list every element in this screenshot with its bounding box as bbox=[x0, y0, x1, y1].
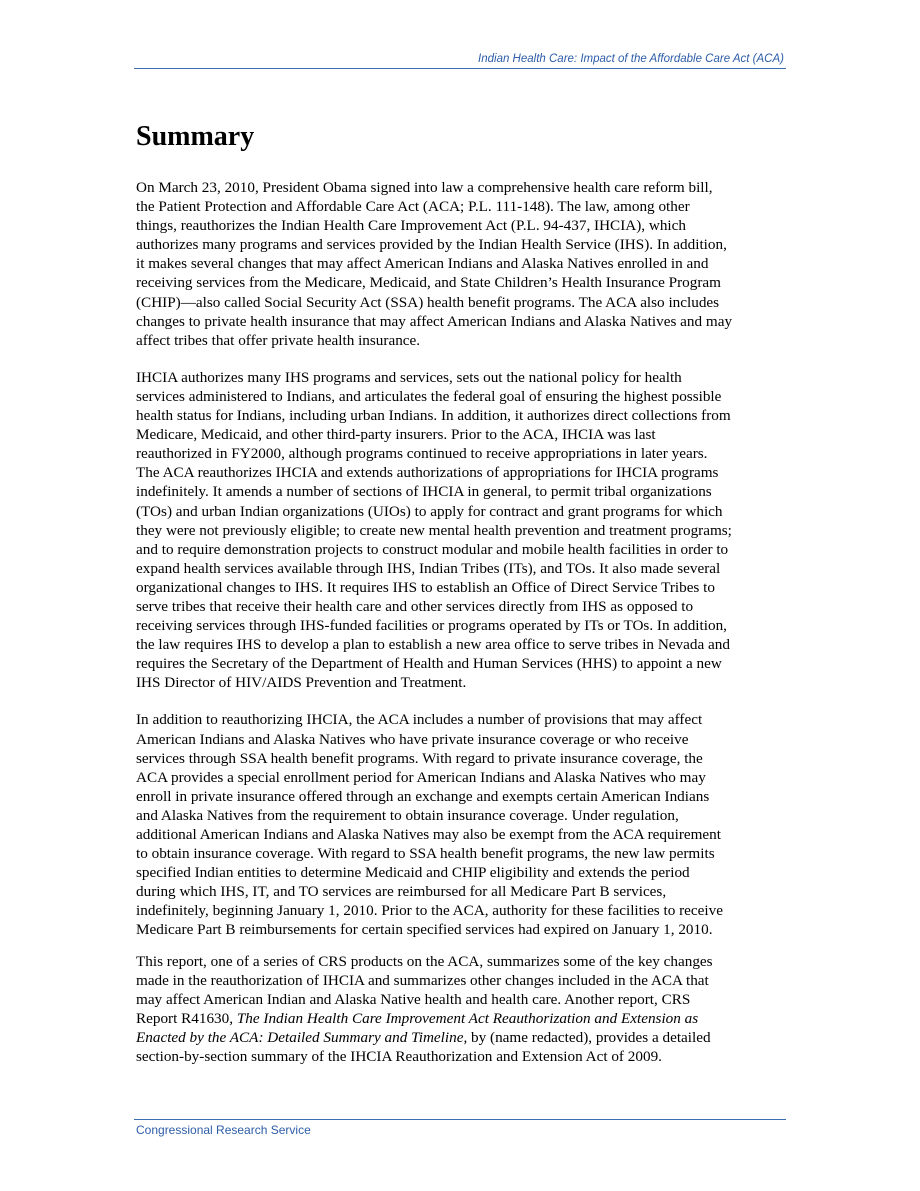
paragraph-4 bbox=[136, 952, 790, 1067]
report-title-part-2: Enacted by the ACA: Detailed Summary and Timeline bbox=[136, 1028, 464, 1046]
paragraph-line: they were not previously eligible; to create new mental health prevention and treatment programs; bbox=[136, 521, 732, 539]
paragraph-line: health status for Indians, including urban Indians. In addition, it authorizes direct collections from bbox=[136, 407, 731, 425]
paragraph-line: indefinitely. It amends a number of sections of IHCIA in general, to permit tribal organizations bbox=[136, 483, 712, 501]
report-prefix: Report R41630, bbox=[136, 1009, 237, 1027]
paragraph-line: Medicare, Medicaid, and other third-party insurers. Prior to the ACA, IHCIA was last bbox=[136, 426, 656, 444]
paragraph-line: serve tribes that receive their health care and other services directly from IHS as opposed to bbox=[136, 597, 694, 615]
report-suffix: , by (name redacted), provides a detailed bbox=[463, 1028, 711, 1046]
paragraph-line: The ACA reauthorizes IHCIA and extends authorizations of appropriations for IHCIA programs bbox=[136, 464, 719, 482]
paragraph-line: and to require demonstration projects to construct modular and mobile health facilities in order to bbox=[136, 540, 729, 558]
paragraph-line: ACA provides a special enrollment period for American Indians and Alaska Natives who may bbox=[136, 768, 706, 786]
paragraph-line: organizational changes to IHS. It requires IHS to establish an Office of Direct Service Tribes to bbox=[136, 578, 715, 596]
paragraph-line: requires the Secretary of the Department of Health and Human Services (HHS) to appoint a new bbox=[136, 655, 722, 673]
paragraph-line: the law requires IHS to develop a plan to establish a new area office to serve tribes in Nevada and bbox=[136, 636, 730, 654]
paragraph-line: American Indians and Alaska Natives who have private insurance coverage or who receive bbox=[136, 730, 689, 748]
paragraph-line: affect tribes that offer private health insurance. bbox=[136, 331, 421, 349]
paragraph-3 bbox=[136, 710, 790, 939]
paragraph-line: section-by-section summary of the IHCIA Reauthorization and Extension Act of 2009. bbox=[136, 1048, 662, 1066]
summary-body bbox=[136, 178, 790, 1066]
paragraph-line: On March 23, 2010, President Obama signed into law a comprehensive health care reform bill, bbox=[136, 179, 713, 196]
paragraph-line: Medicare Part B reimbursements for certain specified services had expired on January 1, 2010. bbox=[136, 921, 713, 939]
paragraph-line: things, reauthorizes the Indian Health Care Improvement Act (P.L. 94-437, IHCIA), which bbox=[136, 217, 686, 235]
paragraph-line: services through SSA health benefit programs. With regard to private insurance coverage, the bbox=[136, 749, 703, 767]
paragraph-2 bbox=[136, 368, 790, 693]
paragraph-line: reauthorized in FY2000, although programs continued to receive appropriations in later years. bbox=[136, 445, 708, 463]
paragraph-line: enroll in private insurance offered through an exchange and exempts certain American Indians bbox=[136, 787, 710, 805]
paragraph-line bbox=[136, 1028, 790, 1047]
running-header bbox=[134, 50, 786, 69]
paragraph-line: authorizes many programs and services provided by the Indian Health Service (IHS). In addition, bbox=[136, 236, 727, 254]
footer-org-name: Congressional Research Service bbox=[136, 1123, 311, 1137]
paragraph-line: made in the reauthorization of IHCIA and summarizes other changes included in the ACA that bbox=[136, 971, 709, 989]
report-title-part-1: The Indian Health Care Improvement Act Reauthorization and Extension as bbox=[236, 1009, 699, 1027]
paragraph-line: (CHIP)—also called Social Security Act (SSA) health benefit programs. The ACA also includes bbox=[136, 293, 720, 311]
paragraph-1 bbox=[136, 178, 790, 350]
paragraph-line: during which IHS, IT, and TO services are reimbursed for all Medicare Part B services, bbox=[136, 883, 667, 901]
paragraph-line: expand health services available through IHS, Indian Tribes (ITs), and TOs. It also made several bbox=[136, 559, 721, 577]
paragraph-line: and Alaska Natives from the requirement to obtain insurance coverage. Under regulation, bbox=[136, 806, 679, 824]
running-header-title: Indian Health Care: Impact of the Affordable Care Act (ACA) bbox=[478, 53, 784, 65]
paragraph-line: indefinitely, beginning January 1, 2010. Prior to the ACA, authority for these facilities to receive bbox=[136, 902, 723, 920]
paragraph-line: specified Indian entities to determine Medicaid and CHIP eligibility and extends the period bbox=[136, 864, 690, 882]
paragraph-line: changes to private health insurance that may affect American Indians and Alaska Natives and may bbox=[136, 312, 733, 330]
paragraph-line: In addition to reauthorizing IHCIA, the ACA includes a number of provisions that may affect bbox=[136, 711, 703, 729]
paragraph-line: it makes several changes that may affect American Indians and Alaska Natives enrolled in and bbox=[136, 255, 709, 273]
section-title: Summary bbox=[136, 121, 255, 152]
paragraph-line bbox=[136, 1009, 790, 1028]
paragraph-line: (TOs) and urban Indian organizations (UIOs) to apply for contract and grant programs for which bbox=[136, 502, 723, 520]
paragraph-line: may affect American Indian and Alaska Native health and health care. Another report, CRS bbox=[136, 990, 691, 1008]
paragraph-line: services administered to Indians, and articulates the federal goal of ensuring the highest possible bbox=[136, 387, 722, 405]
paragraph-line: to obtain insurance coverage. With regard to SSA health benefit programs, the new law permits bbox=[136, 845, 715, 863]
paragraph-line: additional American Indians and Alaska Natives may also be exempt from the ACA requirement bbox=[136, 826, 721, 843]
paragraph-line: This report, one of a series of CRS products on the ACA, summarizes some of the key changes bbox=[136, 952, 713, 970]
paragraph-line: IHS Director of HIV/AIDS Prevention and Treatment. bbox=[136, 674, 467, 692]
paragraph-line: receiving services from the Medicare, Medicaid, and State Children’s Health Insurance Program bbox=[136, 274, 721, 292]
paragraph-line: IHCIA authorizes many IHS programs and services, sets out the national policy for health bbox=[136, 368, 682, 386]
paragraph-line: the Patient Protection and Affordable Care Act (ACA; P.L. 111-148). The law, among other bbox=[136, 198, 690, 216]
paragraph-line: receiving services through IHS-funded facilities or programs operated by ITs or TOs. In addition, bbox=[136, 617, 727, 635]
page-footer bbox=[134, 1119, 786, 1137]
